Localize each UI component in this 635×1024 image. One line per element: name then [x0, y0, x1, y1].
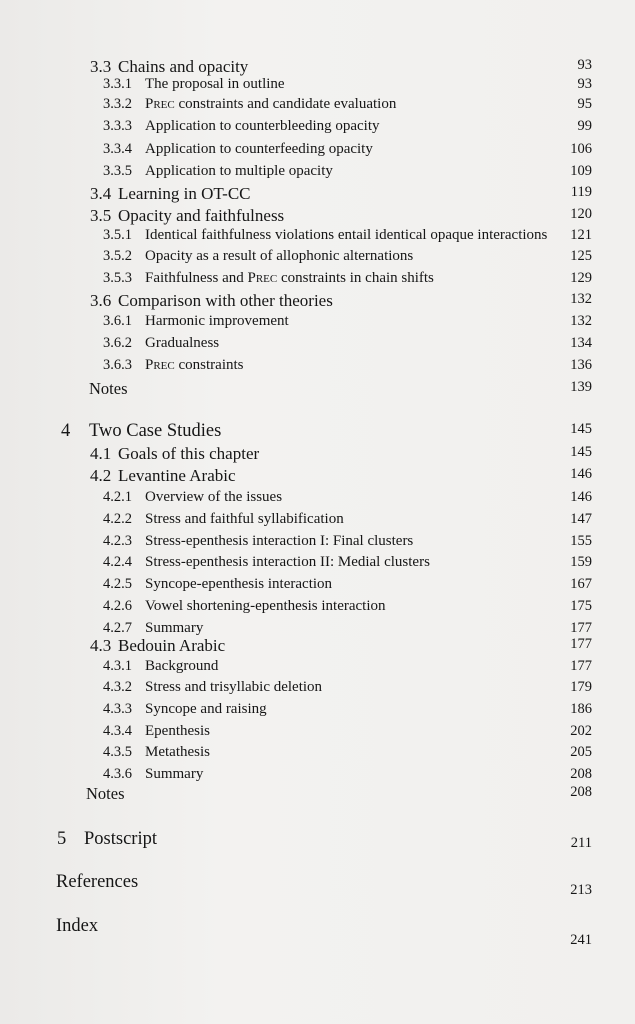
toc-entry-title: Postscript [84, 829, 157, 849]
toc-entry-number: 4 [61, 421, 71, 441]
toc-entry-number: 4.3.2 [103, 679, 132, 695]
toc-entry [0, 96, 600, 118]
toc-entry-page-number: 186 [570, 701, 592, 717]
toc-entry-title: Comparison with other theories [118, 291, 333, 310]
toc-entry-title: Syncope and raising [145, 701, 267, 717]
toc-entry [0, 554, 600, 576]
toc-entry [0, 227, 600, 249]
toc-entry-page-number: 120 [570, 206, 592, 222]
toc-entry [0, 872, 600, 898]
toc-entry-title: Prec constraints and candidate evaluation [145, 96, 397, 112]
toc-entry-page-number: 241 [570, 932, 592, 948]
toc-entry-number: 4.2.2 [103, 511, 132, 527]
toc-entry [0, 357, 600, 379]
toc-entry [0, 379, 600, 401]
toc-entry [0, 916, 600, 948]
toc-entry-page-number: 119 [570, 184, 592, 200]
toc-entry-title: Stress and faithful syllabification [145, 511, 344, 527]
toc-entry-number: 3.3.1 [103, 76, 132, 92]
toc-entry-page-number: 139 [570, 379, 592, 395]
toc-entry-page-number: 177 [570, 620, 592, 636]
toc-entry-title: Opacity and faithfulness [118, 206, 285, 225]
toc-entry [0, 658, 600, 680]
toc-entry-page-number: 99 [577, 118, 592, 134]
toc-entry-page-number: 109 [570, 163, 592, 179]
toc-entry-title: Vowel shortening-epenthesis interaction [145, 598, 386, 614]
toc-entry-title: Application to multiple opacity [145, 163, 333, 179]
toc-entry-page-number: 134 [570, 335, 592, 351]
toc-entry-page-number: 125 [570, 248, 592, 264]
toc-entry-page-number: 106 [570, 141, 592, 157]
toc-entry-page-number: 146 [570, 489, 592, 505]
toc-entry-page-number: 155 [570, 533, 592, 549]
toc-entry-number: 3.5.2 [103, 248, 132, 264]
toc-entry-title: Harmonic improvement [145, 313, 289, 329]
toc-entry-page-number: 121 [570, 227, 592, 243]
toc-entry-title: Bedouin Arabic [118, 636, 226, 655]
toc-entry-page-number: 93 [577, 57, 592, 73]
toc-entry-title: Application to counterfeeding opacity [145, 141, 373, 157]
toc-entry [0, 421, 600, 443]
toc-entry-page-number: 146 [570, 466, 592, 482]
toc-entry-title: Summary [145, 766, 204, 782]
toc-entry-number: 4.3.4 [103, 723, 132, 739]
toc-entry-title: Overview of the issues [145, 489, 283, 505]
toc-entry-number: 4.2.5 [103, 576, 132, 592]
toc-entry-page-number: 93 [577, 76, 592, 92]
toc-entry-title: Goals of this chapter [118, 444, 260, 463]
toc-entry-page-number: 132 [570, 291, 592, 307]
toc-entry-title: Prec constraints [145, 357, 244, 373]
toc-entry [0, 248, 600, 270]
toc-entry-page-number: 167 [570, 576, 592, 592]
toc-entry-page-number: 147 [570, 511, 592, 527]
toc-entry [0, 184, 600, 206]
toc-entry-title: References [56, 872, 139, 892]
toc-entry-number: 3.5.3 [103, 270, 132, 286]
toc-entry-number: 3.5 [90, 206, 112, 225]
toc-entry-number: 4.3.5 [103, 744, 132, 760]
toc-entry-page-number: 175 [570, 598, 592, 614]
toc-entry-number: 4.2.4 [103, 554, 132, 570]
toc-entry-page-number: 132 [570, 313, 592, 329]
toc-entry [0, 784, 600, 806]
toc-entry-title: Opacity as a result of allophonic alternations [145, 248, 414, 264]
toc-entry-number: 3.3.3 [103, 118, 132, 134]
toc-entry-number: 3.3.2 [103, 96, 132, 112]
toc-entry-page-number: 159 [570, 554, 592, 570]
toc-entry-number: 4.2 [90, 466, 112, 485]
toc-entry-page-number: 145 [570, 421, 592, 437]
toc-entry-title: Two Case Studies [89, 421, 222, 441]
toc-entry [0, 533, 600, 555]
toc-entry [0, 829, 600, 851]
toc-entry-title: Background [145, 658, 219, 674]
toc-entry [0, 701, 600, 723]
toc-entry-page-number: 177 [570, 636, 592, 652]
toc-entry-number: 4.2.6 [103, 598, 132, 614]
toc-entry [0, 118, 600, 140]
toc-entry-number: 4.3.3 [103, 701, 132, 717]
toc-entry [0, 444, 600, 466]
toc-entry-number: 3.6 [90, 291, 112, 310]
toc-entry-title: Identical faithfulness violations entail identical opaque interactions [145, 227, 548, 243]
toc-entry-title: Summary [145, 620, 204, 636]
toc-entry-number: 3.3.5 [103, 163, 132, 179]
toc-entry-page-number: 208 [570, 766, 592, 782]
toc-entry-title: Stress and trisyllabic deletion [145, 679, 323, 695]
toc-entry-number: 3.6.1 [103, 313, 132, 329]
toc-entry-page-number: 211 [570, 835, 592, 851]
toc-entry-number: 3.6.2 [103, 335, 132, 351]
toc-entry-title: Learning in OT-CC [118, 184, 251, 203]
toc-entry-number: 3.3.4 [103, 141, 132, 157]
toc-entry-title: Stress-epenthesis interaction I: Final clusters [145, 533, 414, 549]
toc-entry-page-number: 177 [570, 658, 592, 674]
toc-entry-page-number: 205 [570, 744, 592, 760]
toc-entry-title: Index [56, 916, 99, 936]
toc-entry-title: Levantine Arabic [118, 466, 236, 485]
toc-entry-title: Notes [86, 784, 125, 803]
toc-entry-page-number: 179 [570, 679, 592, 695]
toc-entry-title: Gradualness [145, 335, 220, 351]
toc-entry-page-number: 208 [570, 784, 592, 800]
toc-entry-page-number: 129 [570, 270, 592, 286]
toc-entry-number: 4.3.6 [103, 766, 132, 782]
toc-entry-number: 3.4 [90, 184, 112, 203]
toc-entry-title: The proposal in outline [145, 76, 285, 92]
toc-entry [0, 270, 600, 292]
toc-entry [0, 489, 600, 511]
toc-entry-number: 3.6.3 [103, 357, 132, 373]
toc-entry [0, 141, 600, 163]
toc-entry-title: Notes [89, 379, 128, 398]
toc-entry [0, 206, 600, 228]
toc-entry-number: 4.1 [90, 444, 112, 463]
toc-entry-page-number: 95 [577, 96, 592, 112]
toc-entry-title: Metathesis [145, 744, 210, 760]
toc-entry-number: 3.3 [90, 57, 112, 76]
toc-entry-number: 4.2.7 [103, 620, 132, 636]
toc-entry-page-number: 145 [570, 444, 592, 460]
toc-entry [0, 511, 600, 533]
toc-entry [0, 636, 600, 658]
toc-entry-title: Application to counterbleeding opacity [145, 118, 380, 134]
toc-entry-title: Faithfulness and Prec constraints in chain shifts [145, 270, 434, 286]
toc-entry-page-number: 136 [570, 357, 592, 373]
toc-entry-title: Chains and opacity [118, 57, 249, 76]
toc-entry [0, 313, 600, 335]
toc-entry [0, 723, 600, 745]
toc-entry-number: 4.2.3 [103, 533, 132, 549]
toc-entry [0, 598, 600, 620]
toc-entry-number: 5 [57, 829, 67, 849]
toc-entry-page-number: 202 [570, 723, 592, 739]
toc-entry-title: Syncope-epenthesis interaction [145, 576, 333, 592]
toc-entry-number: 3.5.1 [103, 227, 132, 243]
toc-entry [0, 163, 600, 185]
toc-entry [0, 291, 600, 313]
toc-entry [0, 466, 600, 488]
toc-entry [0, 335, 600, 357]
toc-entry [0, 744, 600, 766]
toc-entry [0, 76, 600, 98]
toc-entry [0, 679, 600, 701]
toc-entry-number: 4.3 [90, 636, 112, 655]
toc-entry-title: Epenthesis [145, 723, 210, 739]
toc-entry [0, 576, 600, 598]
toc-entry-number: 4.3.1 [103, 658, 132, 674]
toc-entry-title: Stress-epenthesis interaction II: Medial clusters [145, 554, 430, 570]
toc-entry-page-number: 213 [570, 882, 592, 898]
toc-entry-number: 4.2.1 [103, 489, 132, 505]
